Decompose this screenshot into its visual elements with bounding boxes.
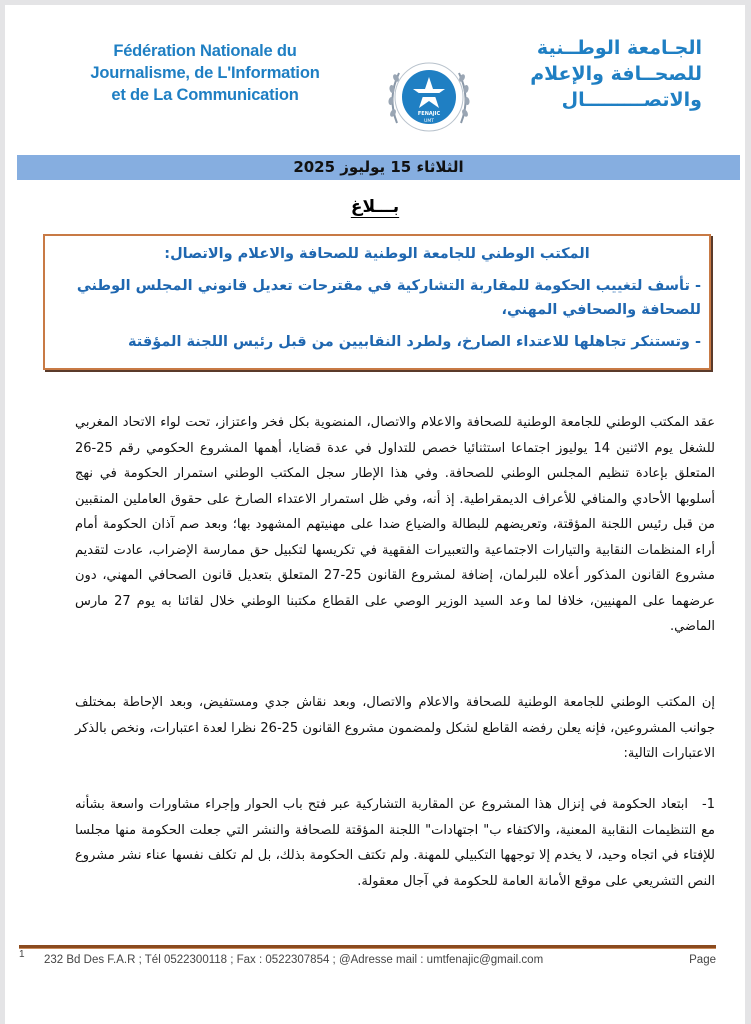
page-number: 1: [19, 949, 25, 960]
svg-text:UMT: UMT: [424, 119, 434, 124]
page-label: Page: [689, 954, 716, 966]
federation-logo: [383, 53, 475, 143]
list-item-number: 1-: [702, 797, 715, 812]
summary-item: - وتستنكر تجاهلها للاعتداء الصارخ، ولطرد النقابيين من قبل رئيس اللجنة المؤقتة: [128, 334, 701, 350]
letterhead-french-line: Fédération Nationale du: [113, 42, 297, 60]
letterhead-arabic-line: الجـامعة الوطــنية: [536, 37, 702, 59]
list-item-text: ابتعاد الحكومة في إنزال هذا المشروع عن المقاربة التشاركية عبر فتح باب الحوار وإجراء مشاورات واسعة بشأنه مع التنظيمات النقابية المعنية، والاكتفاء ب" اجتهادات" اللجنة المؤقتة للصحافة والنشر التي جعلت الحكومة منها مجلسا للإفتاء في اتجاه وحيد، لا يخدم إلا توجهها التكبيلي للمهنة. ولم تكتف الحكومة بذلك، بل لم تكلف نفسها عناء نشر مشروع النص التشريعي على موقع الأمانة العامة للحكومة في آجال معقولة.: [75, 797, 715, 889]
letterhead-arabic-name: [502, 35, 702, 113]
letterhead-arabic-line: والاتصـــــــــال: [561, 89, 702, 111]
star-emblem-icon: [383, 53, 475, 143]
document-title: بـــلاغ: [350, 197, 400, 217]
body-paragraph: [75, 690, 715, 767]
svg-text:FENAJIC: FENAJIC: [417, 111, 441, 117]
letterhead-arabic-line: للصحــافة والإعلام: [530, 63, 702, 85]
body-paragraph: [75, 410, 715, 640]
letterhead-french-line: Journalisme, de L'Information: [90, 64, 320, 82]
summary-box: [43, 234, 711, 370]
date-band: الثلاثاء 15 يوليوز 2025: [17, 155, 740, 180]
footer-contact-info: 232 Bd Des F.A.R ; Tél 0522300118 ; Fax : 0522307854 ; @Adresse mail : umtfenajic@gmail.com: [44, 954, 544, 966]
letterhead-french-name: [60, 40, 350, 106]
summary-item: - تأسف لتغييب الحكومة للمقاربة التشاركية في مقترحات تعديل قانوني المجلس الوطني للصحافة والصحافي المهني،: [76, 278, 701, 318]
numbered-list-item: [75, 792, 715, 894]
letterhead-french-line: et de La Communication: [111, 86, 299, 104]
paragraph-text: إن المكتب الوطني للجامعة الوطنية للصحافة والاعلام والاتصال، وبعد نقاش جدي ومستفيض، وبعد الإحاطة بمختلف جوانب المشروعين، فإنه يعلن رفضه القاطع لشكل ولمضمون مشروع القانون 25-26 نظرا لعدة اعتبارات، ونخص بالذكر الاعتبارات التالية:: [75, 695, 715, 761]
summary-heading: المكتب الوطني للجامعة الوطنية للصحافة والاعلام والاتصال:: [164, 246, 590, 262]
document-page: [5, 5, 745, 1024]
paragraph-text: عقد المكتب الوطني للجامعة الوطنية للصحافة والاعلام والاتصال، المنضوية بكل فخر واعتزاز، تحت لواء الاتحاد المغربي للشغل يوم الاثنين 14 يوليوز اجتماعا استثنائيا خصص للتداول في عدة قضايا، أهمها المشروع الحكومي رقم 25-26 المتعلق بإعادة تنظيم المجلس الوطني للصحافة. وفي هذا الإطار سجل المكتب الوطني استمرار الحكومة في نهج أسلوبها الأحادي والمنافي للأعراف الديمقراطية. إذ أنه، وفي ظل استمرار الاعتداء الصارخ على حقوق العاملين المنقبين من قبل رئيس اللجنة المؤقتة، وتعريضهم للبطالة والضياع ضدا على مهنيتهم المشهود بها؛ وبعد صم آذان الحكومة أمام أراء المنظمات النقابية والتيارات الاجتماعية والتعبيرات الفقهية في تكريسها لتكبيل حق ممارسة الإضراب، عادت لتقديم مشروع القانون المذكور أعلاه للبرلمان، إضافة لمشروع القانون 25-27 المتعلق بتعديل قانون الصحافي المهني، دون عرضهما على المهنيين، خلافا لما وعد السيد الوزير الوصي على القطاع مكتبنا الوطني خلال لقائنا به يوم 27 مارس الماضي.: [75, 415, 715, 634]
footer-divider: [19, 945, 716, 949]
